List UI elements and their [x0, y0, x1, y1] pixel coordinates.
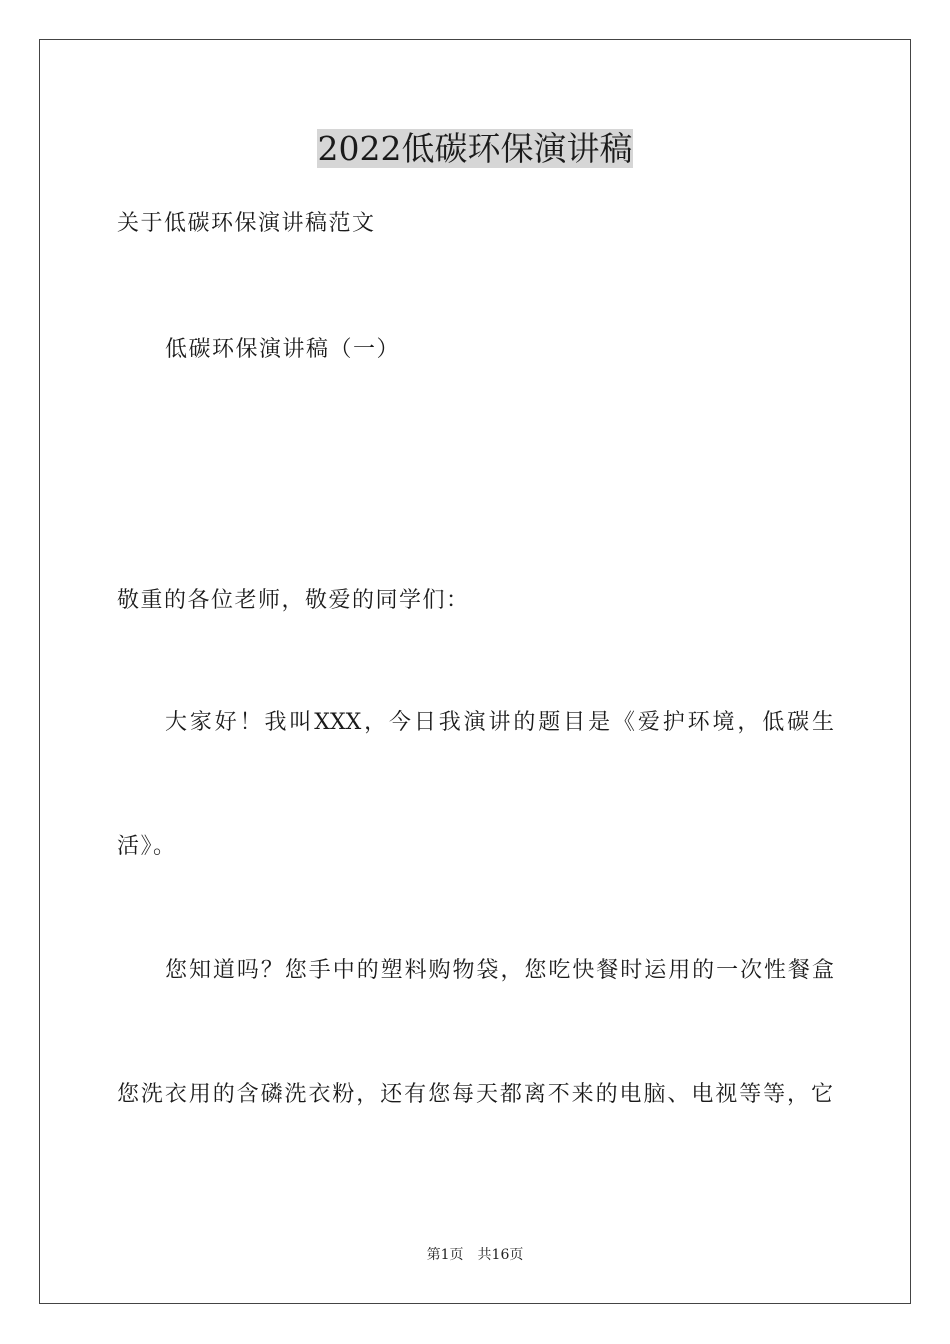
intro-line: 关于低碳环保演讲稿范文	[117, 211, 376, 236]
page-number: 第1页	[426, 1247, 464, 1263]
body-line-3: 您知道吗？您手中的塑料购物袋，您吃快餐时运用的一次性餐盒	[165, 958, 834, 983]
salutation: 敬重的各位老师，敬爱的同学们：	[117, 588, 470, 613]
body-line-2: 活》。	[117, 834, 177, 859]
section-heading: 低碳环保演讲稿（一）	[165, 337, 401, 362]
page-total: 共16页	[477, 1247, 524, 1263]
body-line-4: 您洗衣用的含磷洗衣粉，还有您每天都离不来的电脑、电视等等，它	[117, 1082, 833, 1107]
page-footer	[0, 1246, 950, 1264]
document-title: 2022低碳环保演讲稿	[317, 129, 633, 168]
body-line-1: 大家好！我叫XXX，今日我演讲的题目是《爱护环境，低碳生	[165, 710, 834, 735]
